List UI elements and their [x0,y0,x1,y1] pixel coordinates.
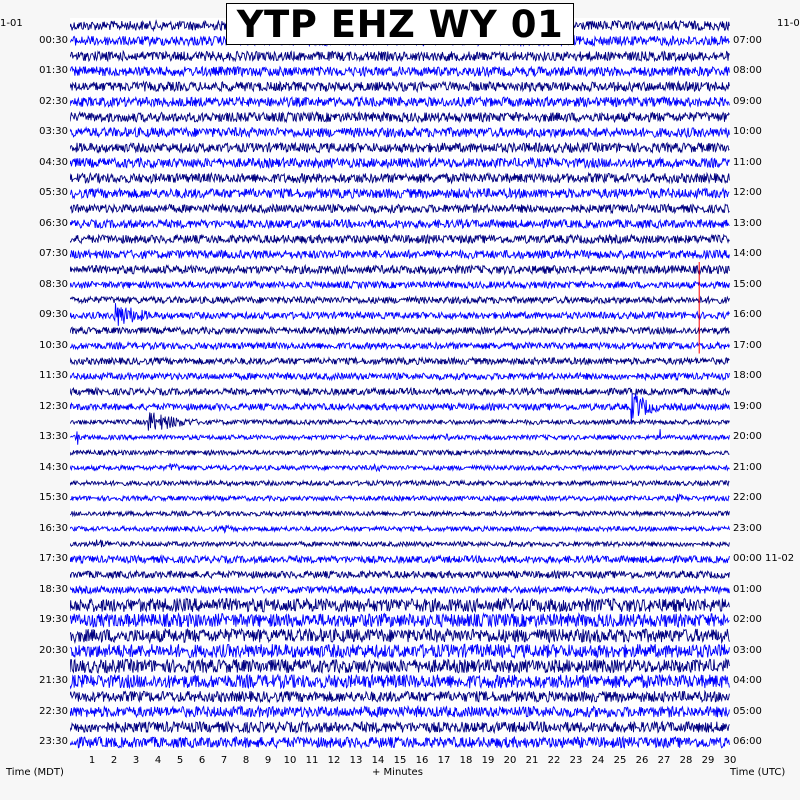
date-label-left: 1-01 [0,18,23,29]
x-tick-label: 11 [305,755,319,766]
x-axis-label: + Minutes [372,767,423,778]
trace-line-3 [70,67,729,77]
trace-line-32 [70,511,729,516]
x-tick-label: 30 [723,755,737,766]
right-tick-label: 07:00 [733,34,762,46]
left-tick-label: 04:30 [39,156,68,168]
trace-line-8 [70,143,729,153]
x-tick-label: 12 [327,755,341,766]
x-tick-label: 14 [371,755,385,766]
x-tick-label: 24 [591,755,605,766]
trace-line-22 [70,358,729,365]
right-tick-label: 02:00 [733,614,762,626]
right-tick-label: 05:00 [733,705,762,717]
right-tick-label: 01:00 [733,583,762,595]
right-tick-label: 15:00 [733,278,762,290]
trace-line-30 [70,481,729,486]
trace-line-11 [70,189,729,199]
trace-line-29 [70,463,729,471]
trace-line-45 [70,707,729,718]
left-tick-label: 10:30 [39,339,68,351]
left-tick-label: 23:30 [39,736,68,748]
trace-line-4 [70,82,729,92]
trace-line-24 [70,388,729,395]
right-tick-label: 11:00 [733,156,762,168]
x-tick-label: 9 [264,755,272,766]
right-tick-label: 10:00 [733,126,762,138]
trace-line-2 [70,51,729,61]
trace-line-36 [70,571,729,578]
trace-line-44 [70,691,729,702]
right-tick-label: 00:00 11-02 [733,553,795,565]
chart-title: YTP EHZ WY 01 [226,3,574,45]
right-tick-label: 18:00 [733,370,762,382]
left-tick-label: 05:30 [39,187,68,199]
left-tick-label: 11:30 [39,370,68,382]
trace-line-14 [70,235,729,243]
x-tick-label: 25 [613,755,627,766]
trace-line-10 [70,173,729,183]
trace-line-12 [70,204,729,212]
left-tick-label: 16:30 [39,522,68,534]
trace-line-39 [70,614,729,628]
left-tick-label: 18:30 [39,583,68,595]
right-tick-label: 09:00 [733,95,762,107]
x-tick-label: 21 [525,755,539,766]
x-tick-label: 10 [283,755,297,766]
x-tick-label: 28 [679,755,693,766]
trace-line-19 [70,303,729,326]
right-tick-label: 17:00 [733,339,762,351]
x-tick-label: 15 [393,755,407,766]
trace-line-18 [70,297,729,304]
trace-line-41 [70,644,729,658]
trace-line-23 [70,373,729,380]
x-tick-label: 13 [349,755,363,766]
left-tick-label: 13:30 [39,431,68,443]
trace-line-13 [70,220,729,228]
right-tick-label: 06:00 [733,736,762,748]
left-tick-label: 15:30 [39,492,68,504]
trace-line-33 [70,525,729,532]
trace-line-20 [70,327,729,334]
trace-line-6 [70,112,729,122]
right-tick-label: 23:00 [733,522,762,534]
x-tick-label: 26 [635,755,649,766]
right-tick-label: 04:00 [733,675,762,687]
left-tick-label: 02:30 [39,95,68,107]
x-tick-label: 18 [459,755,473,766]
x-tick-label: 4 [154,755,162,766]
trace-line-31 [70,494,729,502]
trace-line-42 [70,659,729,673]
right-axis-label: Time (UTC) [730,767,786,778]
x-tick-label: 2 [110,755,118,766]
left-tick-label: 06:30 [39,217,68,229]
x-tick-label: 29 [701,755,715,766]
date-label-right: 11-0 [777,18,800,29]
left-tick-label: 19:30 [39,614,68,626]
trace-line-15 [70,250,729,258]
left-tick-label: 01:30 [39,65,68,77]
right-tick-label: 13:00 [733,217,762,229]
trace-line-9 [70,158,729,168]
right-tick-label: 19:00 [733,400,762,412]
x-tick-label: 8 [242,755,250,766]
left-tick-label: 12:30 [39,400,68,412]
x-tick-label: 20 [503,755,517,766]
x-tick-label: 7 [220,755,228,766]
left-tick-label: 21:30 [39,675,68,687]
x-tick-label: 16 [415,755,429,766]
x-tick-label: 17 [437,755,451,766]
trace-line-47 [70,737,729,748]
left-tick-label: 14:30 [39,461,68,473]
right-tick-label: 14:00 [733,248,762,260]
right-tick-label: 21:00 [733,461,762,473]
trace-line-17 [70,282,729,289]
x-tick-label: 27 [657,755,671,766]
right-tick-label: 12:00 [733,187,762,199]
left-tick-label: 00:30 [39,34,68,46]
left-tick-label: 08:30 [39,278,68,290]
left-tick-label: 07:30 [39,248,68,260]
right-tick-label: 22:00 [733,492,762,504]
trace-line-5 [70,97,729,107]
trace-line-38 [70,598,729,612]
x-tick-label: 3 [132,755,140,766]
right-tick-label: 16:00 [733,309,762,321]
trace-line-21 [70,343,729,350]
trace-line-40 [70,629,729,643]
trace-line-28 [70,450,729,455]
trace-line-16 [70,265,729,273]
trace-line-26 [70,412,729,430]
x-tick-label: 23 [569,755,583,766]
seismogram-traces [70,18,730,750]
right-tick-label: 08:00 [733,65,762,77]
left-tick-label: 03:30 [39,126,68,138]
left-tick-label: 09:30 [39,309,68,321]
x-tick-label: 5 [176,755,184,766]
left-tick-label: 17:30 [39,553,68,565]
x-tick-label: 19 [481,755,495,766]
right-tick-label: 20:00 [733,431,762,443]
left-tick-label: 22:30 [39,705,68,717]
trace-line-34 [70,540,729,548]
left-axis-label: Time (MDT) [6,767,64,778]
x-tick-label: 6 [198,755,206,766]
x-tick-label: 1 [88,755,96,766]
x-tick-label: 22 [547,755,561,766]
trace-line-43 [70,675,729,689]
trace-line-37 [70,586,729,593]
trace-line-46 [70,722,729,733]
right-tick-label: 03:00 [733,644,762,656]
trace-line-27 [70,429,729,445]
trace-line-7 [70,128,729,138]
trace-line-35 [70,556,729,563]
left-tick-label: 20:30 [39,644,68,656]
